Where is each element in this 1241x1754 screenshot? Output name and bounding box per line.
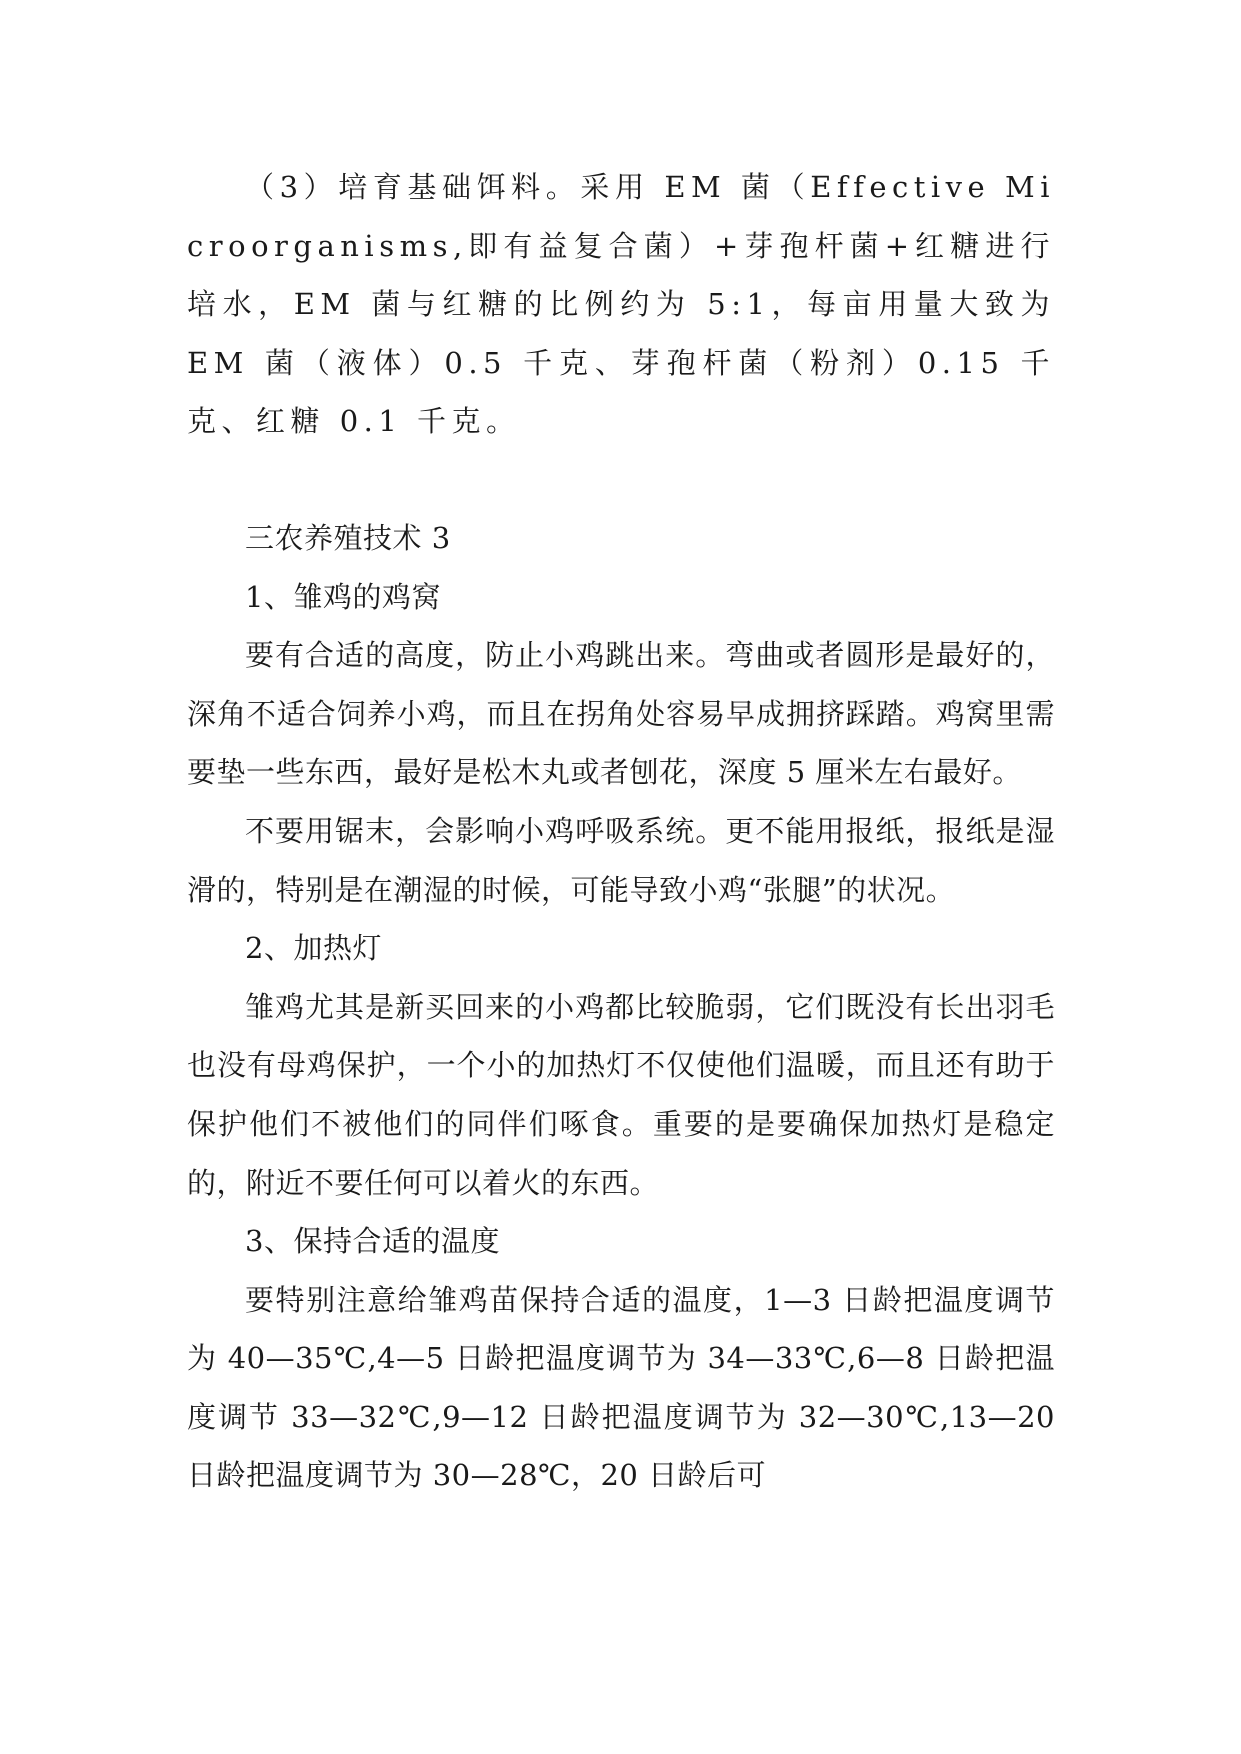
item-heading-3: 3、保持合适的温度: [245, 1224, 500, 1259]
item-heading-2: 2、加热灯: [245, 931, 382, 966]
document-body: [187, 158, 1055, 1505]
item-1-paragraph-1: 要有合适的高度，防止小鸡跳出来。弯曲或者圆形是最好的，深角不适合饲养小鸡，而且在拐角处容易早成拥挤踩踏。鸡窝里需要垫一些东西，最好是松木丸或者刨花，深度 5 厘米左右最好。: [187, 638, 1055, 790]
item-1-paragraph-2: 不要用锯末，会影响小鸡呼吸系统。更不能用报纸，报纸是湿滑的，特别是在潮湿的时候，可能导致小鸡“张腿”的状况。: [187, 813, 1055, 907]
item-heading-1: 1、雏鸡的鸡窝: [245, 579, 441, 614]
item-2-paragraph-1: 雏鸡尤其是新买回来的小鸡都比较脆弱，它们既没有长出羽毛也没有母鸡保护，一个小的加热灯不仅使他们温暖，而且还有助于保护他们不被他们的同伴们啄食。重要的是要确保加热灯是稳定的，附近不要任何可以着火的东西。: [187, 989, 1055, 1200]
section-title: 三农养殖技术 3: [245, 520, 451, 555]
section-spacer: [187, 451, 1055, 509]
item-3-paragraph-1: 要特别注意给雏鸡苗保持合适的温度，1—3 日龄把温度调节为 40—35℃,4—5 日龄把温度调节为 34—33℃,6—8 日龄把温度调节 33—32℃,9—12 日龄把温度调节为 32—30℃,13—20 日龄把温度调节为 30—28℃，20 日龄后可: [187, 1282, 1055, 1493]
intro-paragraph: （3）培育基础饵料。采用 EM 菌（Effective Microorganisms,即有益复合菌）+芽孢杆菌+红糖进行培水，EM 菌与红糖的比例约为 5:1，每亩用量大致为 EM 菌（液体）0.5 千克、芽孢杆菌（粉剂）0.15 千克、红糖 0.1 千克。: [187, 170, 1055, 439]
